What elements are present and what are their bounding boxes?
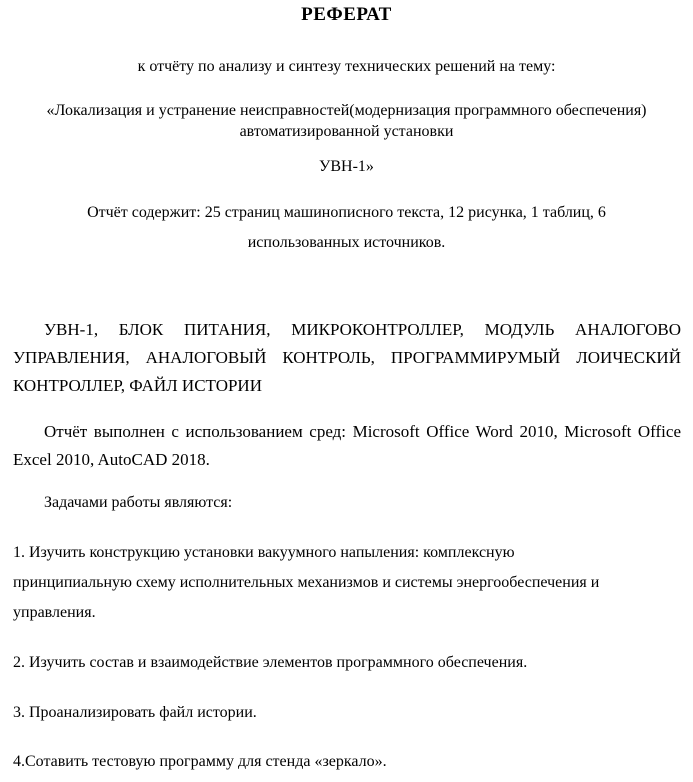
keywords-line-1: УВН-1, БЛОК ПИТАНИЯ, МИКРОКОНТРОЛЛЕР, МОДУЛЬ АНАЛОГОВО xyxy=(44,320,681,339)
task-1-line-1: 1. Изучить конструкцию установки вакуумного напыления: комплексную xyxy=(13,544,515,561)
keywords-paragraph xyxy=(13,316,681,400)
environment-line-2: Excel 2010, AutoCAD 2018. xyxy=(13,450,210,469)
tasks-heading: Задачами работы являются: xyxy=(44,494,233,511)
task-4: 4.Сотавить тестовую программу для стенда «зеркало». xyxy=(13,753,387,770)
keywords-line-2: УПРАВЛЕНИЯ, АНАЛОГОВЫЙ КОНТРОЛЬ, ПРОГРАММИРУМЫЙ ЛОИЧЕСКИЙ xyxy=(13,348,681,367)
environment-line-1: Отчёт выполнен с использованием сред: Microsoft Office Word 2010, Microsoft Office xyxy=(44,422,681,441)
topic-line-1: «Локализация и устранение неисправностей(модернизация программного обеспечения) xyxy=(46,102,647,119)
topic-line-3: УВН-1» xyxy=(319,158,374,175)
contents-line-1: Отчёт содержит: 25 страниц машинописного текста, 12 рисунка, 1 таблиц, 6 xyxy=(87,204,606,221)
contents-line-2: использованных источников. xyxy=(247,234,446,251)
task-3: 3. Проанализировать файл истории. xyxy=(13,704,257,721)
task-1-line-2: принципиальную схему исполнительных механизмов и системы энергообеспечения и xyxy=(13,574,600,591)
keywords-line-3: КОНТРОЛЛЕР, ФАЙЛ ИСТОРИИ xyxy=(13,376,262,395)
topic-line-2: автоматизированной установки xyxy=(239,123,454,140)
subtitle: к отчёту по анализу и синтезу технических решений на тему: xyxy=(137,58,556,75)
environment-paragraph xyxy=(13,418,681,474)
document-title: РЕФЕРАТ xyxy=(301,4,392,25)
task-1-line-3: управления. xyxy=(13,604,96,621)
task-2: 2. Изучить состав и взаимодействие элементов программного обеспечения. xyxy=(13,654,528,671)
